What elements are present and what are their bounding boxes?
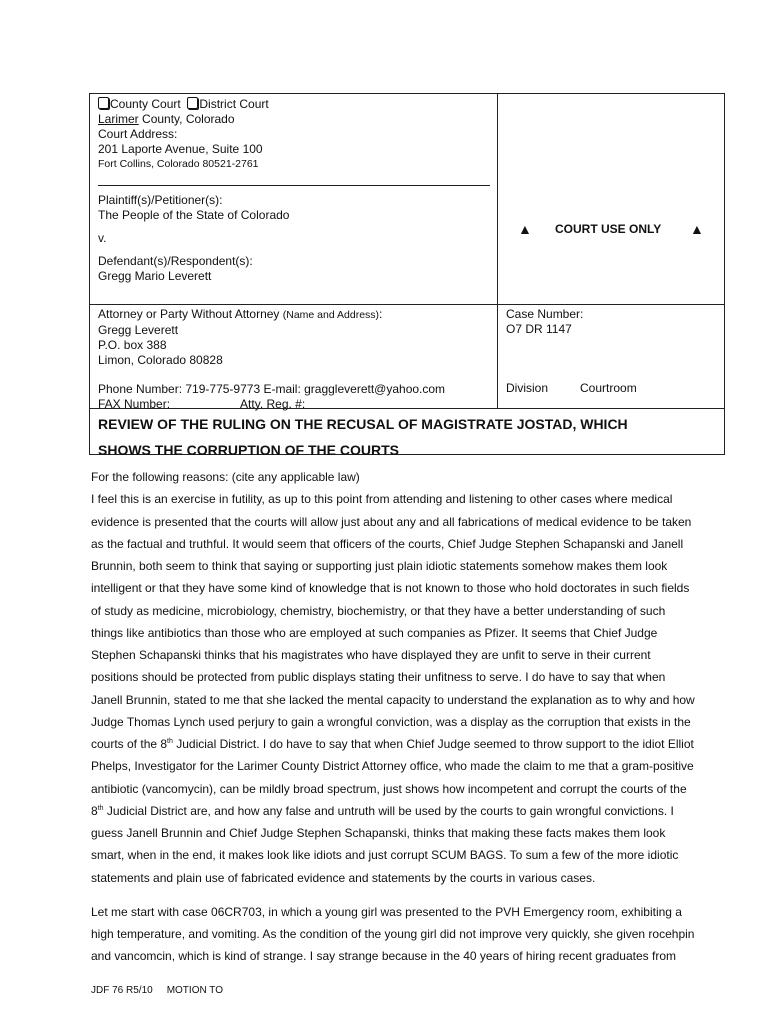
case-caption-table [89,93,725,458]
body-line [91,733,727,755]
attorney-label-colon: : [379,307,383,321]
attorney-address1: P.O. box 388 [98,338,167,352]
form-id: JDF 76 R5/10 [91,985,153,996]
phone-email-line: Phone Number: 719-775-9773 E-mail: graggleverett@yahoo.com [98,382,446,396]
document-title-line2: SHOWS THE CORRUPTION OF THE COURTS [98,442,399,458]
case-number-cell [498,304,725,408]
district-court-label: District Court [199,97,269,111]
document-title-line1: REVIEW OF THE RULING ON THE RECUSAL OF MAGISTRATE JOSTAD, WHICH [98,416,628,432]
division-courtroom-row [506,381,717,396]
body-line: intelligent or that they have some kind of knowledge that is not known to those who hold doctorates in such fields [91,581,690,596]
body-line: Stephen Schapanski thinks that his magistrates who have displayed they are unfit to serve in their current [91,648,651,662]
district-court-checkbox[interactable] [187,97,198,109]
triangle-up-icon: ▲ [690,221,704,237]
court-address-line2: Fort Collins, Colorado 80521-2761 [98,158,259,170]
body-line: Let me start with case 06CR703, in which a young girl was presented to the PVH Emergency room, exhibiting a [91,904,682,919]
body-line: and vancomcin, which is kind of strange. I say strange because in the 40 years of hiring recent graduates from [91,949,676,964]
body-line: things like antibiotics than those who are employed at such companies as Pfizer. It seems that Chief Judge [91,625,658,640]
courtroom-label: Courtroom [580,381,637,395]
body-text-run: courts of the 8 [91,737,168,751]
court-use-only-label: COURT USE ONLY [555,222,662,236]
body-line: smart, when in the end, it makes look like idiots and just corrupt SCUM BAGS. To sum a few of the more idiotic [91,848,679,863]
body-line: Brunnin, both seem to think that saying or supporting just plain idiotic statements somehow makes them look [91,559,668,573]
body-line: Phelps, Investigator for the Larimer County District Attorney office, who made the claim to me that a gram-positive [91,759,694,774]
body-line: evidence is presented that the courts will allow just about any and all fabrications of medical evidence to be taken [91,514,692,529]
body-line: For the following reasons: (cite any applicable law) [91,470,360,484]
body-line: antibiotic (vancomycin), can be mildly broad spectrum, just shows how incompetent and corrupt the courts of the [91,781,687,796]
body-text [91,466,727,968]
attorney-cell [90,304,498,411]
versus-label: v. [98,231,107,245]
body-line: Judge Thomas Lynch used perjury to gain a wrongful conviction, was a display as the corruption that exists in the [91,714,691,729]
defendant-name: Gregg Mario Leverett [98,269,212,283]
triangle-up-icon: ▲ [518,221,532,237]
case-number-value: O7 DR 1147 [506,322,572,336]
attorney-address2: Limon, Colorado 80828 [98,353,223,367]
county-court-label: County Court [110,97,181,111]
body-line: high temperature, and vomiting. As the condition of the young girl did not improve very quickly, she given rocehpin [91,927,695,941]
attorney-label-row [98,307,489,323]
county-name: Larimer [98,112,139,126]
defendant-label: Defendant(s)/Respondent(s): [98,254,253,268]
atty-reg-label: Atty. Reg. #: [240,397,306,411]
attorney-name: Gregg Leverett [98,323,179,337]
court-use-only-cell [498,94,725,304]
body-line [91,800,727,822]
body-line: Janell Brunnin, stated to me that she lacked the mental capacity to understand the explanation as to why and how [91,692,695,707]
fax-label: FAX Number: [98,397,171,411]
form-name: MOTION TO [166,985,224,996]
page-footer [91,985,223,996]
divider-line [98,185,490,186]
court-address-line1: 201 Laporte Avenue, Suite 100 [98,142,263,156]
document-title-cell [90,408,725,458]
attorney-label-small: (Name and Address) [282,309,380,321]
body-text-run: Judicial District are, and how any false and untruth will be used by the courts to gain wrongful convictions. I [103,803,674,818]
attorney-label: Attorney or Party Without Attorney [98,307,283,321]
body-line: as the factual and truthful. It would seem that officers of the courts, Chief Judge Stephen Schapanski and Janell [91,536,684,551]
county-court-checkbox[interactable] [98,97,109,109]
plaintiff-name: The People of the State of Colorado [98,208,290,222]
body-line: guess Janell Brunnin and Chief Judge Stephen Schapanski, thinks that making these facts makes them look [91,826,666,840]
body-line: I feel this is an exercise in futility, as up to this point from attending and listening to other cases where medical [91,492,673,507]
body-text-run: Judicial District. I do have to say that when Chief Judge seemed to throw support to the idiot Elliot [172,737,694,751]
division-label: Division [506,381,549,395]
county-row [98,112,489,127]
body-line: statements and plain use of fabricated evidence and statements by the courts in various cases. [91,870,596,885]
court-type-row [98,97,489,112]
superscript: th [97,804,104,812]
body-text-run: 8 [91,803,98,818]
court-info-cell [90,94,498,304]
county-suffix: County, Colorado [138,112,235,126]
plaintiff-label: Plaintiff(s)/Petitioner(s): [98,193,223,207]
superscript: th [167,738,173,745]
case-number-label: Case Number: [506,307,584,321]
body-line: positions should be protected from public displays stating their unfitness to serve. I do have to say that when [91,670,666,685]
court-address-label: Court Address: [98,127,178,141]
body-line: of study as medicine, microbiology, chemistry, biochemistry, or that they have a better understanding of such [91,603,666,618]
